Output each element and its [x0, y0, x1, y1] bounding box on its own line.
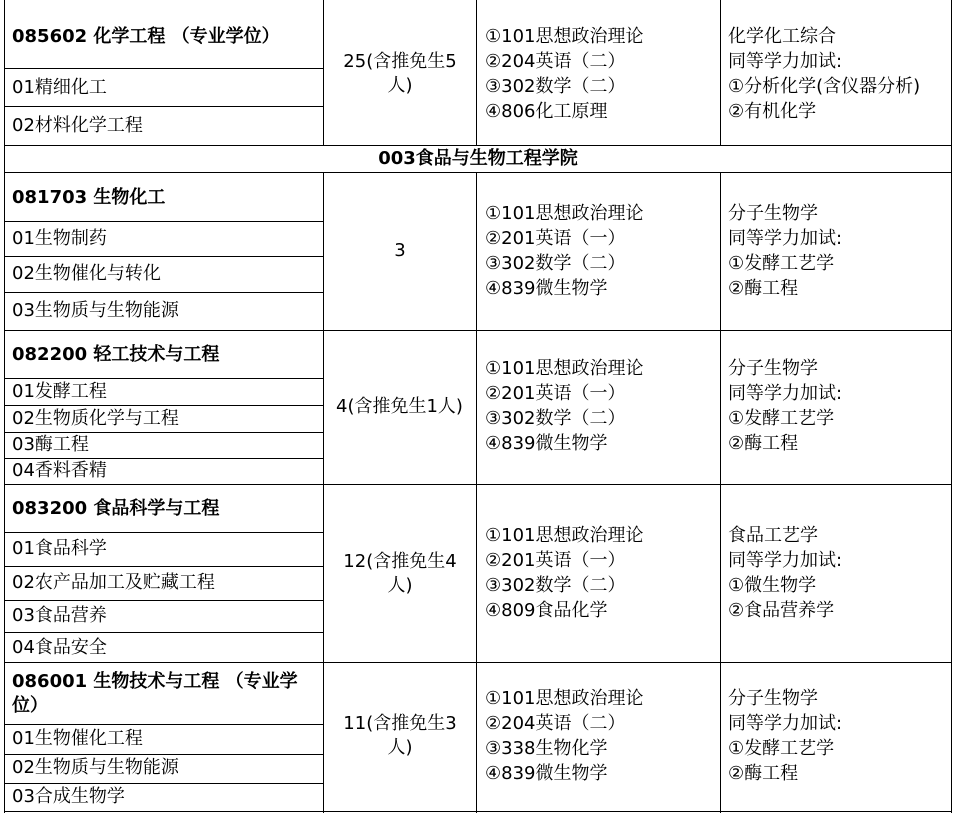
exam-subject: ①101思想政治理论 — [485, 688, 644, 709]
row-divider — [4, 811, 952, 812]
subrow-divider — [4, 600, 324, 601]
retest-item: ②酶工程 — [728, 433, 799, 454]
exam-subject: ②201英语（一） — [485, 228, 626, 249]
subrow-divider — [4, 532, 324, 533]
exam-subject: ②201英语（一） — [485, 550, 626, 571]
table-border-right — [951, 0, 952, 813]
retest-item: ②食品营养学 — [728, 600, 835, 621]
retest-item: 同等学力加试: — [728, 228, 843, 249]
column-divider — [323, 0, 324, 145]
exam-subject: ①101思想政治理论 — [485, 358, 644, 379]
quota-text: 12(含推免生4人) — [343, 551, 457, 596]
sub-direction: 03食品营养 — [12, 605, 107, 626]
retest-item: 分子生物学 — [728, 358, 818, 379]
retest-item: ②酶工程 — [728, 278, 799, 299]
column-divider — [323, 172, 324, 813]
subrow-divider — [4, 405, 324, 406]
retest-item: ①微生物学 — [728, 575, 817, 596]
sub-direction: 01发酵工程 — [12, 381, 107, 402]
sub-direction: 01精细化工 — [12, 77, 107, 98]
exam-subject: ④839微生物学 — [485, 763, 608, 784]
major-title: 081703 生物化工 — [12, 187, 166, 208]
exam-subject: ②201英语（一） — [485, 383, 626, 404]
sub-direction: 03生物质与生物能源 — [12, 300, 179, 321]
exam-subject: ④839微生物学 — [485, 278, 608, 299]
exam-subject: ②204英语（二） — [485, 51, 626, 72]
retest-item: ①发酵工艺学 — [728, 408, 835, 429]
subrow-divider — [4, 754, 324, 755]
subrow-divider — [4, 106, 324, 107]
retest-item: 同等学力加试: — [728, 550, 843, 571]
sub-direction: 03酶工程 — [12, 434, 89, 455]
row-divider — [4, 662, 952, 663]
section-header: 003食品与生物工程学院 — [378, 148, 578, 169]
retest-item: ①发酵工艺学 — [728, 738, 835, 759]
subrow-divider — [4, 221, 324, 222]
retest-item: ②有机化学 — [728, 101, 817, 122]
sub-direction: 02农产品加工及贮藏工程 — [12, 572, 215, 593]
retest-item: 同等学力加试: — [728, 713, 843, 734]
row-divider — [4, 145, 952, 146]
exam-subject: ③302数学（二） — [485, 575, 626, 596]
sub-direction: 02生物质化学与工程 — [12, 408, 179, 429]
subrow-divider — [4, 256, 324, 257]
sub-direction: 01生物制药 — [12, 228, 107, 249]
retest-item: 同等学力加试: — [728, 383, 843, 404]
major-title: 082200 轻工技术与工程 — [12, 344, 220, 365]
exam-subject: ③302数学（二） — [485, 253, 626, 274]
exam-subject: ①101思想政治理论 — [485, 525, 644, 546]
subrow-divider — [4, 783, 324, 784]
exam-subject: ④809食品化学 — [485, 600, 608, 621]
row-divider — [4, 330, 952, 331]
subrow-divider — [4, 632, 324, 633]
column-divider — [476, 0, 477, 145]
quota-text: 25(含推免生5人) — [343, 51, 457, 96]
exam-subject: ③302数学（二） — [485, 76, 626, 97]
sub-direction: 04食品安全 — [12, 637, 107, 658]
row-divider — [4, 484, 952, 485]
column-divider — [476, 172, 477, 813]
exam-subject: ①101思想政治理论 — [485, 26, 644, 47]
exam-subject: ④839微生物学 — [485, 433, 608, 454]
major-title: 086001 生物技术与工程 （专业学位） — [12, 671, 298, 716]
subrow-divider — [4, 724, 324, 725]
retest-item: ②酶工程 — [728, 763, 799, 784]
retest-item: 分子生物学 — [728, 688, 818, 709]
exam-subject: ③302数学（二） — [485, 408, 626, 429]
major-title: 085602 化学工程 （专业学位） — [12, 26, 280, 47]
exam-subject: ②204英语（二） — [485, 713, 626, 734]
sub-direction: 01生物催化工程 — [12, 728, 143, 749]
subrow-divider — [4, 566, 324, 567]
row-divider — [4, 172, 952, 173]
retest-item: 同等学力加试: — [728, 51, 843, 72]
retest-item: ①分析化学(含仪器分析) — [728, 76, 921, 97]
exam-subject: ④806化工原理 — [485, 101, 608, 122]
sub-direction: 01食品科学 — [12, 538, 107, 559]
sub-direction: 03合成生物学 — [12, 786, 125, 807]
subrow-divider — [4, 292, 324, 293]
column-divider — [720, 172, 721, 813]
sub-direction: 02生物质与生物能源 — [12, 757, 179, 778]
subrow-divider — [4, 68, 324, 69]
quota-text: 3 — [394, 240, 406, 261]
sub-direction: 02生物催化与转化 — [12, 263, 161, 284]
quota-text: 4(含推免生1人) — [336, 396, 463, 417]
exam-subject: ③338生物化学 — [485, 738, 608, 759]
exam-subject: ①101思想政治理论 — [485, 203, 644, 224]
retest-item: 食品工艺学 — [728, 525, 818, 546]
table-border-left — [4, 0, 5, 813]
retest-item: ①发酵工艺学 — [728, 253, 835, 274]
column-divider — [720, 0, 721, 145]
sub-direction: 04香料香精 — [12, 460, 107, 481]
retest-item: 化学化工综合 — [728, 26, 836, 47]
retest-item: 分子生物学 — [728, 203, 818, 224]
quota-text: 11(含推免生3人) — [343, 713, 457, 758]
major-title: 083200 食品科学与工程 — [12, 498, 220, 519]
subrow-divider — [4, 378, 324, 379]
sub-direction: 02材料化学工程 — [12, 115, 143, 136]
